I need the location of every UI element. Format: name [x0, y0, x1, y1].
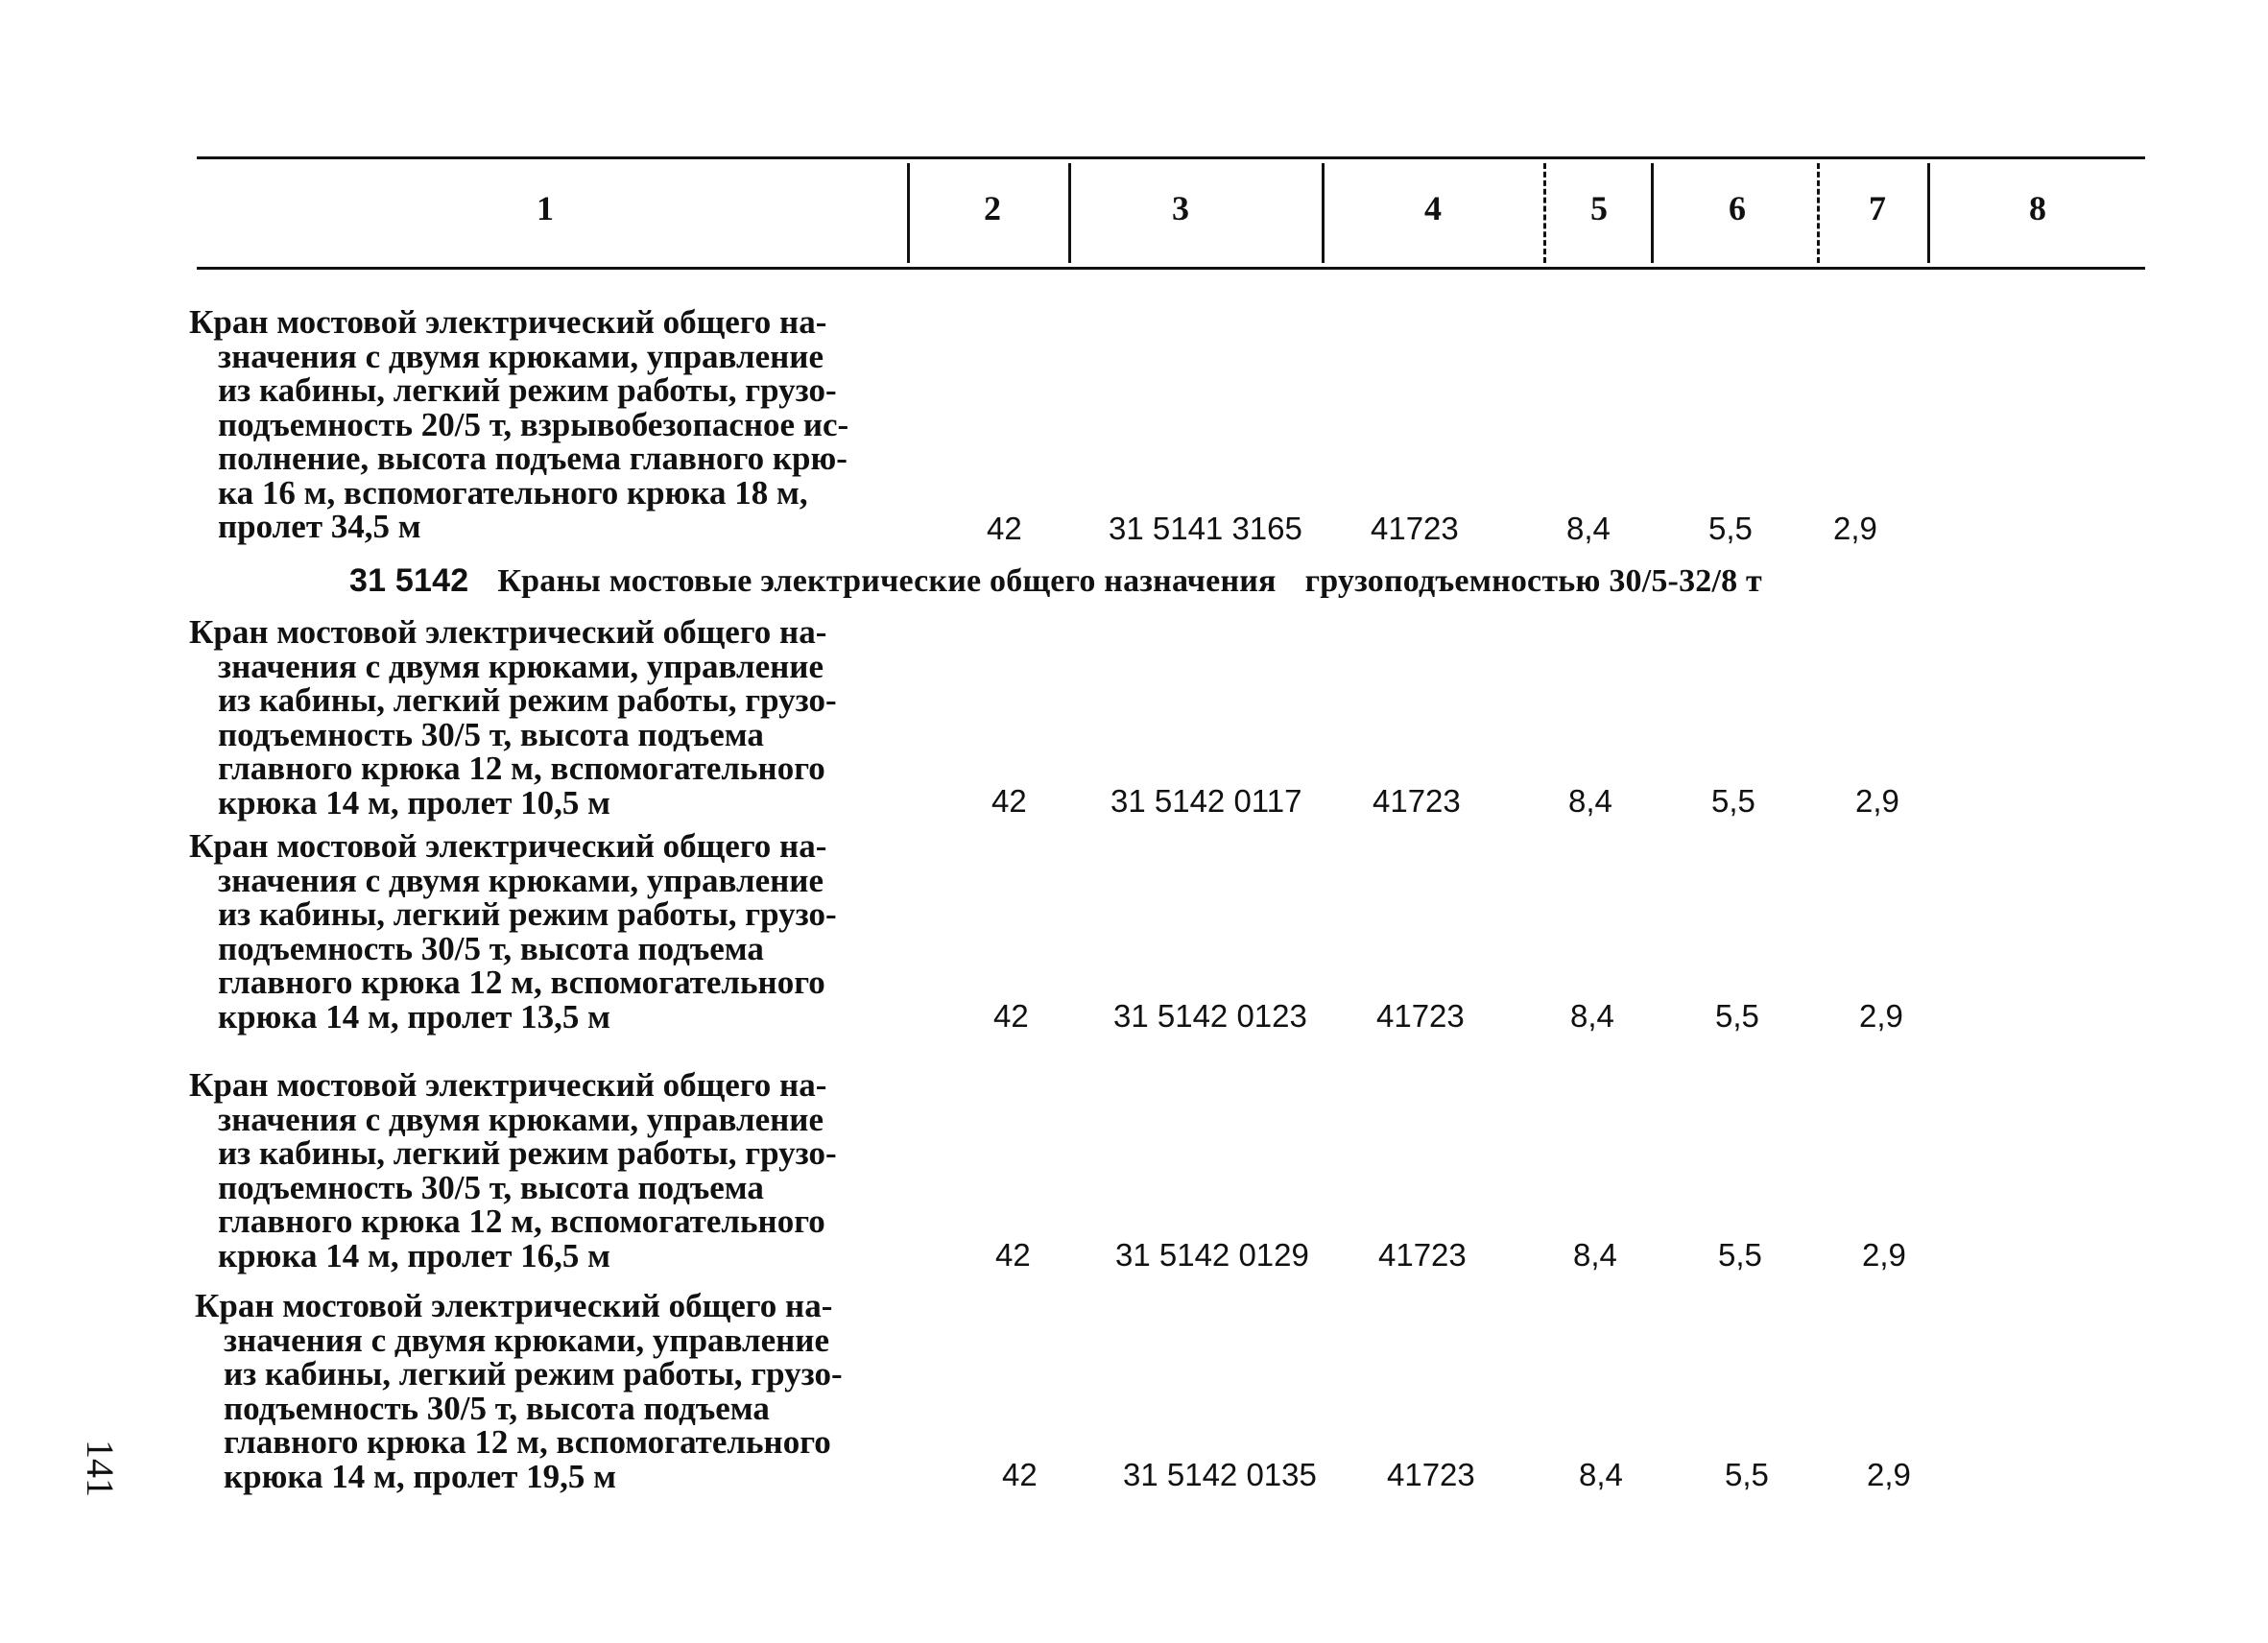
header-bottom-rule — [197, 267, 2145, 270]
row-2-col-7: 2,9 — [1855, 783, 1899, 819]
desc-line: значения с двумя крюками, управление — [218, 647, 824, 685]
desc-line: Кран мостовой электрический общего на- — [195, 1287, 833, 1324]
desc-line: значения с двумя крюками, управление — [218, 337, 824, 375]
row-4-col-5: 8,4 — [1573, 1237, 1617, 1273]
row-3-col-6: 5,5 — [1715, 998, 1759, 1034]
row-5-description — [195, 1289, 924, 1493]
row-4-col-4: 41723 — [1378, 1237, 1467, 1273]
column-separator — [1927, 163, 1930, 263]
row-1-col-3: 31 5141 3165 — [1109, 511, 1302, 546]
desc-line: Кран мостовой электрический общего на- — [189, 1066, 827, 1104]
column-separator — [1543, 163, 1546, 263]
row-3-col-5: 8,4 — [1570, 998, 1614, 1034]
desc-line: крюка 14 м, пролет 10,5 м — [218, 783, 610, 822]
row-1-col-7: 2,9 — [1833, 511, 1877, 546]
desc-line: ка 16 м, вспомогательного крюка 18 м, — [218, 473, 808, 512]
section-capacity: грузоподъемностью 30/5-32/8 т — [1304, 563, 1762, 599]
row-4-col-2: 42 — [995, 1237, 1031, 1273]
desc-line: главного крюка 12 м, вспомогательного — [218, 1202, 825, 1240]
column-header-3: 3 — [1172, 189, 1189, 227]
desc-line: Кран мостовой электрический общего на- — [189, 303, 827, 341]
column-header-2: 2 — [984, 189, 1001, 227]
row-5-col-6: 5,5 — [1725, 1457, 1769, 1492]
desc-line: значения с двумя крюками, управление — [224, 1321, 830, 1359]
column-header-1: 1 — [537, 189, 554, 227]
column-separator — [1068, 163, 1071, 263]
column-header-7: 7 — [1869, 189, 1886, 227]
desc-line: крюка 14 м, пролет 13,5 м — [218, 997, 610, 1036]
desc-line: значения с двумя крюками, управление — [218, 861, 824, 899]
row-2-col-5: 8,4 — [1568, 783, 1612, 819]
row-1-col-5: 8,4 — [1566, 511, 1611, 546]
desc-line: крюка 14 м, пролет 19,5 м — [224, 1457, 616, 1495]
column-header-8: 8 — [2029, 189, 2046, 227]
desc-line: значения с двумя крюками, управление — [218, 1100, 824, 1138]
desc-line: подъемность 20/5 т, взрывобезопасное ис- — [218, 405, 849, 443]
page-number: 141 — [79, 1440, 122, 1497]
desc-line: из кабины, легкий режим работы, грузо- — [218, 895, 837, 933]
row-3-description — [189, 829, 919, 1034]
desc-line: из кабины, легкий режим работы, грузо- — [218, 1134, 837, 1172]
desc-line: пролет 34,5 м — [218, 508, 421, 545]
row-4-col-7: 2,9 — [1862, 1237, 1906, 1273]
column-separator — [1651, 163, 1654, 263]
section-heading — [349, 562, 1762, 600]
desc-line: главного крюка 12 м, вспомогательного — [218, 750, 825, 787]
row-3-col-7: 2,9 — [1859, 998, 1903, 1034]
desc-line: полнение, высота подъема главного крю- — [218, 440, 848, 477]
desc-line: подъемность 30/5 т, высота подъема — [224, 1389, 770, 1427]
row-1-col-4: 41723 — [1371, 511, 1459, 546]
row-5-col-5: 8,4 — [1579, 1457, 1623, 1492]
section-code: 31 5142 — [349, 562, 469, 599]
row-2-col-2: 42 — [991, 783, 1027, 819]
row-1-description — [189, 305, 919, 544]
desc-line: из кабины, легкий режим работы, грузо- — [218, 681, 837, 719]
row-3-col-2: 42 — [993, 998, 1029, 1034]
desc-line: крюка 14 м, пролет 16,5 м — [218, 1236, 610, 1274]
row-4-col-3: 31 5142 0129 — [1115, 1237, 1309, 1273]
row-5-col-7: 2,9 — [1867, 1457, 1911, 1492]
column-separator — [1322, 163, 1325, 263]
desc-line: из кабины, легкий режим работы, грузо- — [218, 371, 837, 409]
row-2-col-6: 5,5 — [1711, 783, 1755, 819]
desc-line: подъемность 30/5 т, высота подъема — [218, 929, 764, 967]
desc-line: из кабины, легкий режим работы, грузо- — [224, 1355, 843, 1393]
desc-line: главного крюка 12 м, вспомогательного — [218, 964, 825, 1001]
row-4-col-6: 5,5 — [1718, 1237, 1762, 1273]
row-1-col-6: 5,5 — [1708, 511, 1753, 546]
row-3-col-3: 31 5142 0123 — [1113, 998, 1307, 1034]
desc-line: подъемность 30/5 т, высота подъема — [218, 1168, 764, 1206]
row-4-description — [189, 1068, 919, 1273]
row-2-description — [189, 615, 919, 820]
section-title: Краны мостовые электрические общего назначения — [497, 563, 1277, 599]
row-2-col-4: 41723 — [1373, 783, 1461, 819]
row-3-col-4: 41723 — [1376, 998, 1465, 1034]
row-5-col-3: 31 5142 0135 — [1123, 1457, 1317, 1492]
column-separator — [1817, 163, 1820, 263]
row-5-col-4: 41723 — [1387, 1457, 1475, 1492]
column-header-5: 5 — [1590, 189, 1608, 227]
desc-line: Кран мостовой электрический общего на- — [189, 827, 827, 865]
column-separator — [907, 163, 910, 263]
desc-line: Кран мостовой электрический общего на- — [189, 613, 827, 651]
row-1-col-2: 42 — [987, 511, 1022, 546]
column-header-6: 6 — [1729, 189, 1746, 227]
row-2-col-3: 31 5142 0117 — [1110, 783, 1302, 819]
column-header-4: 4 — [1424, 189, 1442, 227]
header-top-rule — [197, 156, 2145, 159]
desc-line: главного крюка 12 м, вспомогательного — [224, 1423, 831, 1461]
row-5-col-2: 42 — [1002, 1457, 1038, 1492]
desc-line: подъемность 30/5 т, высота подъема — [218, 715, 764, 753]
